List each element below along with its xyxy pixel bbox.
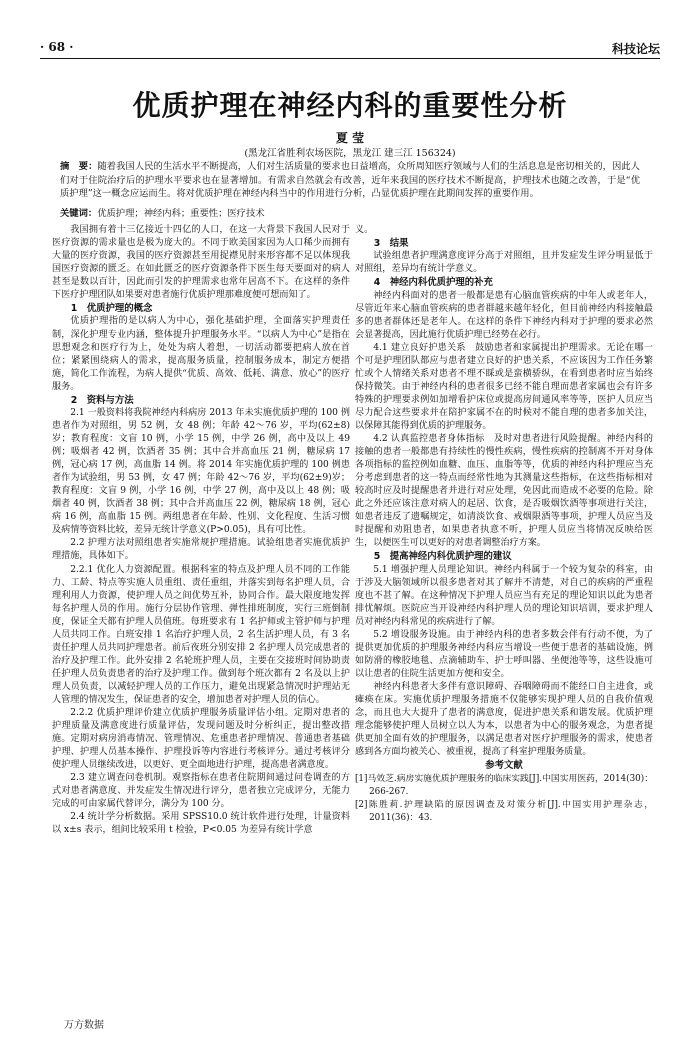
body-paragraph: 4.2 认真监控患者身体指标 及时对患者进行风险提醒。神经内科的接触的患者一般都患有持续性的慢性疾病，慢性疾病的控制离不开对身体各项指标的监控例如血糖、血压、血脂等等，优质的神经内科护理应当充分考虑到患者的这一特点而经常性地为其测量这些指标，在这些指标相对较高时应及时提醒患者并进行对应处理，免因此而造成不必要的危险。除此之外还应该注意对病人的起居、饮食，是否吸烟饮酒等事项进行关注，如患者违反了遗嘱规定，如清淡饮食、戒烟限酒等事项，护理人员应当及时提醒和劝阻患者，如果患者执意不听，护理人员应当将情况反映给医生，以便医生可以更好的对患者调整治疗方案。	[355, 434, 653, 549]
section-heading: 参考文献	[485, 760, 523, 772]
reference-item: [1]马效芝.病房实施优质护理服务的临床实践[J].中国实用医药，2014(30)：266-267.	[355, 773, 653, 797]
body-paragraph: 义。	[355, 225, 374, 235]
section-heading: 1 优质护理的概念	[70, 303, 153, 315]
body-paragraph: 4.1 建立良好护患关系 鼓励患者和家属提出护理需求。无论在哪一个可是护理团队都应与患者建立良好的护患关系，不应该因为工作任务繁忙或个人情绪关系对患者不理不睬或是蛮横骄纵，在看到患者时应当始终保持微笑。由于神经内科的患者很多已经不能自理而患者家属也会有许多特殊的护理要求例如加增看护床位或提高房间通风率等等，医护人员应当尽力配合这些要求并在陪护家属不在的时候对不能自理的患者多加关注，以保障其能得到优质的护理服务。	[355, 342, 653, 432]
reference-item: [2]陈胜莉.护理缺陷的原因调查及对策分析[J].中国实用护理杂志，2011(36)：43.	[355, 799, 653, 823]
body-paragraph: 神经内科面对的患者一般都是患有心脑血管疾病的中年人或老年人，尽管近年来心脑血管疾病的患者群越来越年轻化，但目前神经内科接触最多的患者群体还是老年人。在这样的条件下神经内科对于护理的要求必然会显著提高，因此施行优质护理已经势在必行。	[355, 290, 653, 340]
article-title: 优质护理在神经内科的重要性分析	[132, 89, 568, 122]
abstract-label: 摘 要：	[60, 161, 98, 172]
body-paragraph: 神经内科患者大多伴有意识障碍、吞咽障碍而不能经口自主进食，或瘫痪在床。实施优质护理服务措施不仅能够实现护理人员的自我价值观念，而且也大大提升了患者的满意度，促进护患关系和谐发展。优质护理理念能够使护理人员树立以人为本，以患者为中心的服务观念，为患者提供更加全面有效的护理服务，以满足患者对医疗护理服务的需求，使患者感到各方面均被关心、被重视，提高了科室护理服务质量。	[355, 682, 653, 758]
author-name: 夏 莹	[335, 131, 365, 145]
section-heading: 2 资料与方法	[70, 394, 134, 406]
right-column	[355, 224, 653, 994]
keywords-label: 关键词：	[60, 208, 98, 219]
body-paragraph: 2.2.1 优化人力资源配置。根据科室的特点及护理人员不同的工作能力、工龄、特点等实施人员重组、责任重组，并落实到每名护理人员，合理利用人力资源，使护理人员之间优势互补，协同合作。最大限度地发挥每名护理人员的作用。施行分层协作管理、弹性排班制度，实行三班倒制度，保证全天都有护理人员值班。每班要求有 1 名护师或主管护师与护理人员共同工作。白班安排 1 名治疗护理人员，2 名生活护理人员，有 3 名责任护理人员共同护理患者。前后夜班分别安排 2 名护理人员完成患者的治疗及护理工作。此外安排 2 名轮班护理人员，主要在交接班时间协助责任护理人员负责患者的治疗及护理工作。做到每个班次都有 2 名及以上护理人员负责，以减轻护理人员的工作压力，避免出现紧急情况时护理站无人管理的情况发生，保证患者的安全，增加患者对护理人员的信心。	[52, 564, 350, 705]
column-name: 科技论坛	[611, 42, 660, 56]
header-rule	[40, 58, 660, 59]
body-paragraph: 试验组患者护理满意度评分高于对照组，且并发症发生评分明显低于对照组，差异均有统计学意义。	[355, 251, 653, 275]
body-paragraph: 2.1 一般资料将我院神经内科病房 2013 年未实施优质护理的 100 例患者作为对照组，男 52 例，女 48 例；年龄 42～76 岁，平均(62±8)岁；教育程度：文盲 10 例，小学 15 例，中学 26 例，高中及以上 49 例；吸烟者 42 例，饮酒者 35 例；其中合并高血压 21 例，糖尿病 17 例，冠心病 17 例，高血脂 14 例。将 2014 年实施优质护理的 100 例患者作为试验组，男 53 例，女 47 例；年龄 42～76 岁，平均(62±9)岁；教育程度：文盲 9 例，小学 16 例，中学 27 例，高中及以上 48 例；吸烟者 40 例，饮酒者 38 例；其中合并高血压 22 例，糖尿病 18 例，冠心病 16 例，高血脂 15 例。两组患者在年龄、性别、文化程度、生活习惯及病情等资料比较，差异无统计学意义(P>0.05)，具有可比性。	[52, 407, 350, 536]
section-heading: 5 提高神经内科优质护理的建议	[373, 551, 512, 563]
body-paragraph: 5.1 增强护理人员理论知识。神经内科属于一个较为复杂的科室，由于涉及大脑领域所以很多患者对其了解并不清楚，对自己的疾病的严重程度也不甚了解。在这种情况下护理人员应当有充足的理论知识以此为患者排忧解烦。医院应当开设神经内科护理人员的理论知识培训，要求护理人员对神经内科常见的疾病进行了解。	[355, 564, 653, 627]
watermark-source: 万方数据	[64, 1020, 104, 1031]
page-header	[40, 40, 660, 58]
page-number: · 68 ·	[40, 40, 74, 54]
body-paragraph: 优质护理指的是以病人为中心，强化基础护理，全面落实护理责任制，深化护理专业内涵，整体提升护理服务水平。“以病人为中心”是指在思想观念和医疗行为上，处处为病人着想，一切活动都要把病人放在首位；紧紧围绕病人的需求，提高服务质量，控制服务成本，制定方便措施，简化工作流程，为病人提供“优质、高效、低耗、满意、放心”的医疗服务。	[52, 316, 350, 392]
abstract	[60, 160, 640, 201]
body-paragraph: 2.3 建立调查问卷机制。观察指标在患者住院期间通过问卷调查的方式对患者满意度、并发症发生情况进行评分，患者独立完成评分，无能力完成的可由家属代替评分，满分为 100 分。	[52, 773, 350, 810]
abstract-text: 随着我国人民的生活水平不断提高，人们对生活质量的要求也日益增高，众所周知医疗领域与人们的生活息息是密切相关的，因此人们对于住院治疗后的护理水平要求也在显著增加。有需求自然就会有改善，近年来我国的医疗技术不断提高，护理技术也随之改善，于是“优质护理”这一概念应运而生。将对优质护理在神经内科当中的作用进行分析，凸显优质护理在此期间发挥的重要作用。	[60, 161, 640, 200]
body-paragraph: 2.2 护理方法对照组患者实施常规护理措施。试验组患者实施优质护理措施，具体如下。	[52, 538, 350, 562]
body-paragraph: 2.2.2 优质护理评价建立优质护理服务质量评估小组。定期对患者的护理质量及满意度进行质量评估，发现问题及时分析纠正，提出整改措施。定期对病房消毒情况、管理情况、危重患者护理情况、普通患者基础护理、护理人员基本操作、护理投诉等内容进行考核评分。通过考核评分使护理人员继续改进，以更好、更全面地进行护理，提高患者满意度。	[52, 708, 350, 771]
body-paragraph: 5.2 增设服务设施。由于神经内科的患者多数会伴有行动不便，为了提供更加优质的护理服务神经内科应当增设一些便于患者的基础设施，例如防滑的橡胶地毯、点滴辅助车、护士呼叫器、坐便池等等，这些设施可以让患者的住院生活更加方便和安全。	[355, 629, 653, 680]
keywords	[60, 205, 640, 219]
section-heading: 4 神经内科优质护理的补充	[373, 277, 493, 289]
section-heading: 3 结果	[373, 238, 409, 250]
body-paragraph: 我国拥有着十三亿接近十四亿的人口，在这一大背景下我国人民对于医疗资源的需求量也是极为庞大的。不同于欧美国家因为人口稀少而拥有大量的医疗资源，我国的医疗资源甚至用捉襟见肘来形容都不足以体现我国医疗资源的匮乏。在如此匮乏的医疗资源条件下医生每天要面对的病人甚至是数以百计，因此而引发的护理需求也常年居高不下。在这样的条件下医疗护理团队如果要对患者施行优质护理那难度便可想而知了。	[52, 225, 350, 301]
keywords-text: 优质护理；神经内科；重要性；医疗技术	[97, 208, 265, 219]
left-column	[52, 224, 350, 994]
body-paragraph: 2.4 统计学分析数据。采用 SPSS10.0 统计软件进行处理，计量资料以 x±s 表示，组间比较采用 t 检验，P<0.05 为差异有统计学意	[52, 812, 350, 836]
author-affiliation: (黑龙江省胜利农场医院，黑龙江 建三江 156324)	[244, 148, 456, 159]
